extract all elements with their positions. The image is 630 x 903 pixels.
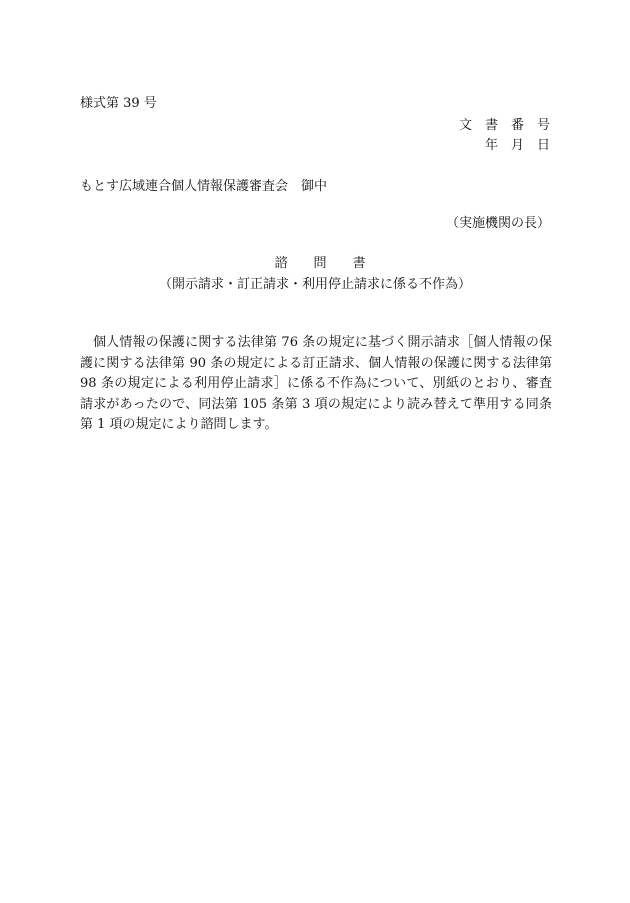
document-subtitle: （開示請求・訂正請求・利用停止請求に係る不作為） (158, 277, 471, 292)
form-number: 様式第 39 号 (80, 96, 157, 111)
document-title: 諮 問 書 (274, 256, 366, 271)
addressee: もとす広域連合個人情報保護審査会 御中 (80, 179, 328, 194)
sender: （実施機関の長） (445, 216, 550, 231)
body-text (80, 333, 552, 436)
document-number-label: 文 書 番 号 (458, 118, 550, 133)
date-label: 年 月 日 (484, 138, 550, 153)
body-paragraph: 個人情報の保護に関する法律第 76 条の規定に基づく開示請求［個人情報の保護に関する法律第 90 条の規定による訂正請求、個人情報の保護に関する法律第 98 条の規定による利用停止請求］に係る不作為について、別紙のとおり、審査請求があったので、同法第 105 条第 3 項の規定により読み替えて準用する同条第 1 項の規定により諮問します。 (80, 335, 552, 432)
